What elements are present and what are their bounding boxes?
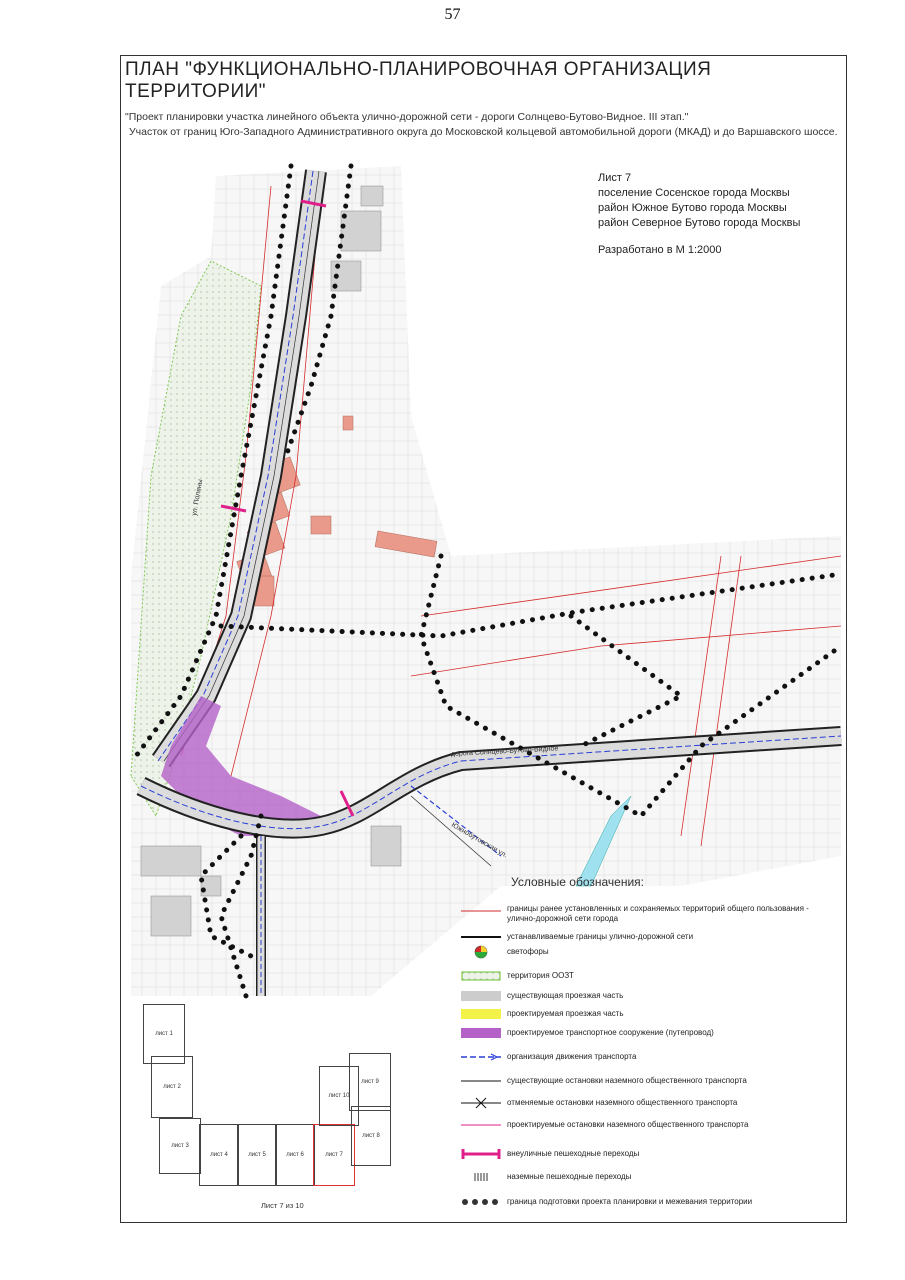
legend-title: Условные обозначения: <box>511 875 644 889</box>
index-caption: Лист 7 из 10 <box>261 1201 304 1210</box>
gray-box-icon <box>461 991 501 1001</box>
page-number: 57 <box>444 6 461 23</box>
sheet-info <box>598 171 800 258</box>
sheet-scale: Разработано в М 1:2000 <box>598 244 722 256</box>
index-sheet-9: лист 9 <box>349 1053 391 1111</box>
index-sheet-3: лист 3 <box>159 1118 201 1174</box>
sheet-line-2: район Южное Бутово города Москвы <box>598 202 787 214</box>
hatch-icon <box>461 1172 501 1182</box>
sheet-line-3: район Северное Бутово города Москвы <box>598 217 801 229</box>
index-sheet-10: лист 10 <box>319 1066 359 1126</box>
red-line-icon <box>461 906 501 916</box>
road-label-1: ул. Поляны <box>191 478 205 517</box>
purple-box-icon <box>461 1028 501 1038</box>
road-label-3: Южнобутовская ул. <box>450 821 509 860</box>
sheet-line-1: поселение Сосенское города Москвы <box>598 187 790 199</box>
sheet-label: Лист 7 <box>598 172 632 184</box>
index-sheet-5: лист 5 <box>237 1124 277 1186</box>
plan-frame: ПЛАН "ФУНКЦИОНАЛЬНО-ПЛАНИРОВОЧНАЯ ОРГАНИЗАЦИЯ ТЕРРИТОРИИ" "Проект планировки участка линейного объекта улично-дорожной сети - дороги Солнцево-Бутово-Видное. III этап." Участок от границ Юго-Западного Административного округа до Московской кольцевой автомобильной дороги (МКАД) и до Варшавского шоссе. ул. Поляны дорога Солнцево-Бутово-Видное Южнобутовская ул. Лист 7 поселение Сосенское города Москвы район Южное Бутово города Москвы район Северное Бутово города Москвы Разработано в М 1:2000 Условные обозначения: границы ранее установленных и сохраняемых территорий общего пользования - улично-дорожной сети города устанавливаемые границы улично-дорожной сети светофоры территория ООЗТ существующая проезжая часть проектируемая проезжая часть проектируемое транспортное сооружение (путепровод) организация движения транспорта существующие остановки наземного общественного транспорта отменяемые остановки наземного общественного транспорта проектируемые остановки наземного общественного транспорта внеуличные пешеходные переходы наземные пешеходные переходы граница подготовки проекта планировки и межевания территории лист 1 лист 2 лист 3 лист 4 лист 5 лист 6 лист 7 лист 8 лист 9 лист 10 Лист 7 из 10 <box>120 55 847 1223</box>
plan-title: ПЛАН "ФУНКЦИОНАЛЬНО-ПЛАНИРОВОЧНАЯ ОРГАНИЗАЦИЯ ТЕРРИТОРИИ" <box>125 59 712 102</box>
black-thin-line-icon <box>461 1076 501 1086</box>
index-sheet-7: лист 7 <box>313 1124 355 1186</box>
index-sheet-4: лист 4 <box>199 1124 239 1186</box>
pink-line-icon <box>461 1120 501 1130</box>
index-sheet-1: лист 1 <box>143 1004 185 1064</box>
index-sheet-8: лист 8 <box>351 1106 391 1166</box>
traffic-light-icon <box>461 945 501 959</box>
yellow-box-icon <box>461 1009 501 1019</box>
crossed-line-icon <box>461 1097 501 1109</box>
index-sheet-6: лист 6 <box>275 1124 315 1186</box>
blue-dash-arrow-icon <box>461 1052 501 1062</box>
magenta-bracket-icon <box>461 1147 501 1161</box>
black-line-icon <box>461 932 501 942</box>
index-sheet-2: лист 2 <box>151 1056 193 1118</box>
green-dotted-box-icon <box>461 971 501 981</box>
subtitle-line-2: Участок от границ Юго-Западного Административного округа до Московской кольцевой автомобильной дороги (МКАД) и до Варшавского шоссе. <box>129 126 838 138</box>
road-label-2: дорога Солнцево-Бутово-Видное <box>450 745 559 758</box>
dots-icon <box>461 1197 501 1207</box>
subtitle-line-1: "Проект планировки участка линейного объекта улично-дорожной сети - дороги Солнцево-Бутово-Видное. III этап." <box>125 111 689 123</box>
